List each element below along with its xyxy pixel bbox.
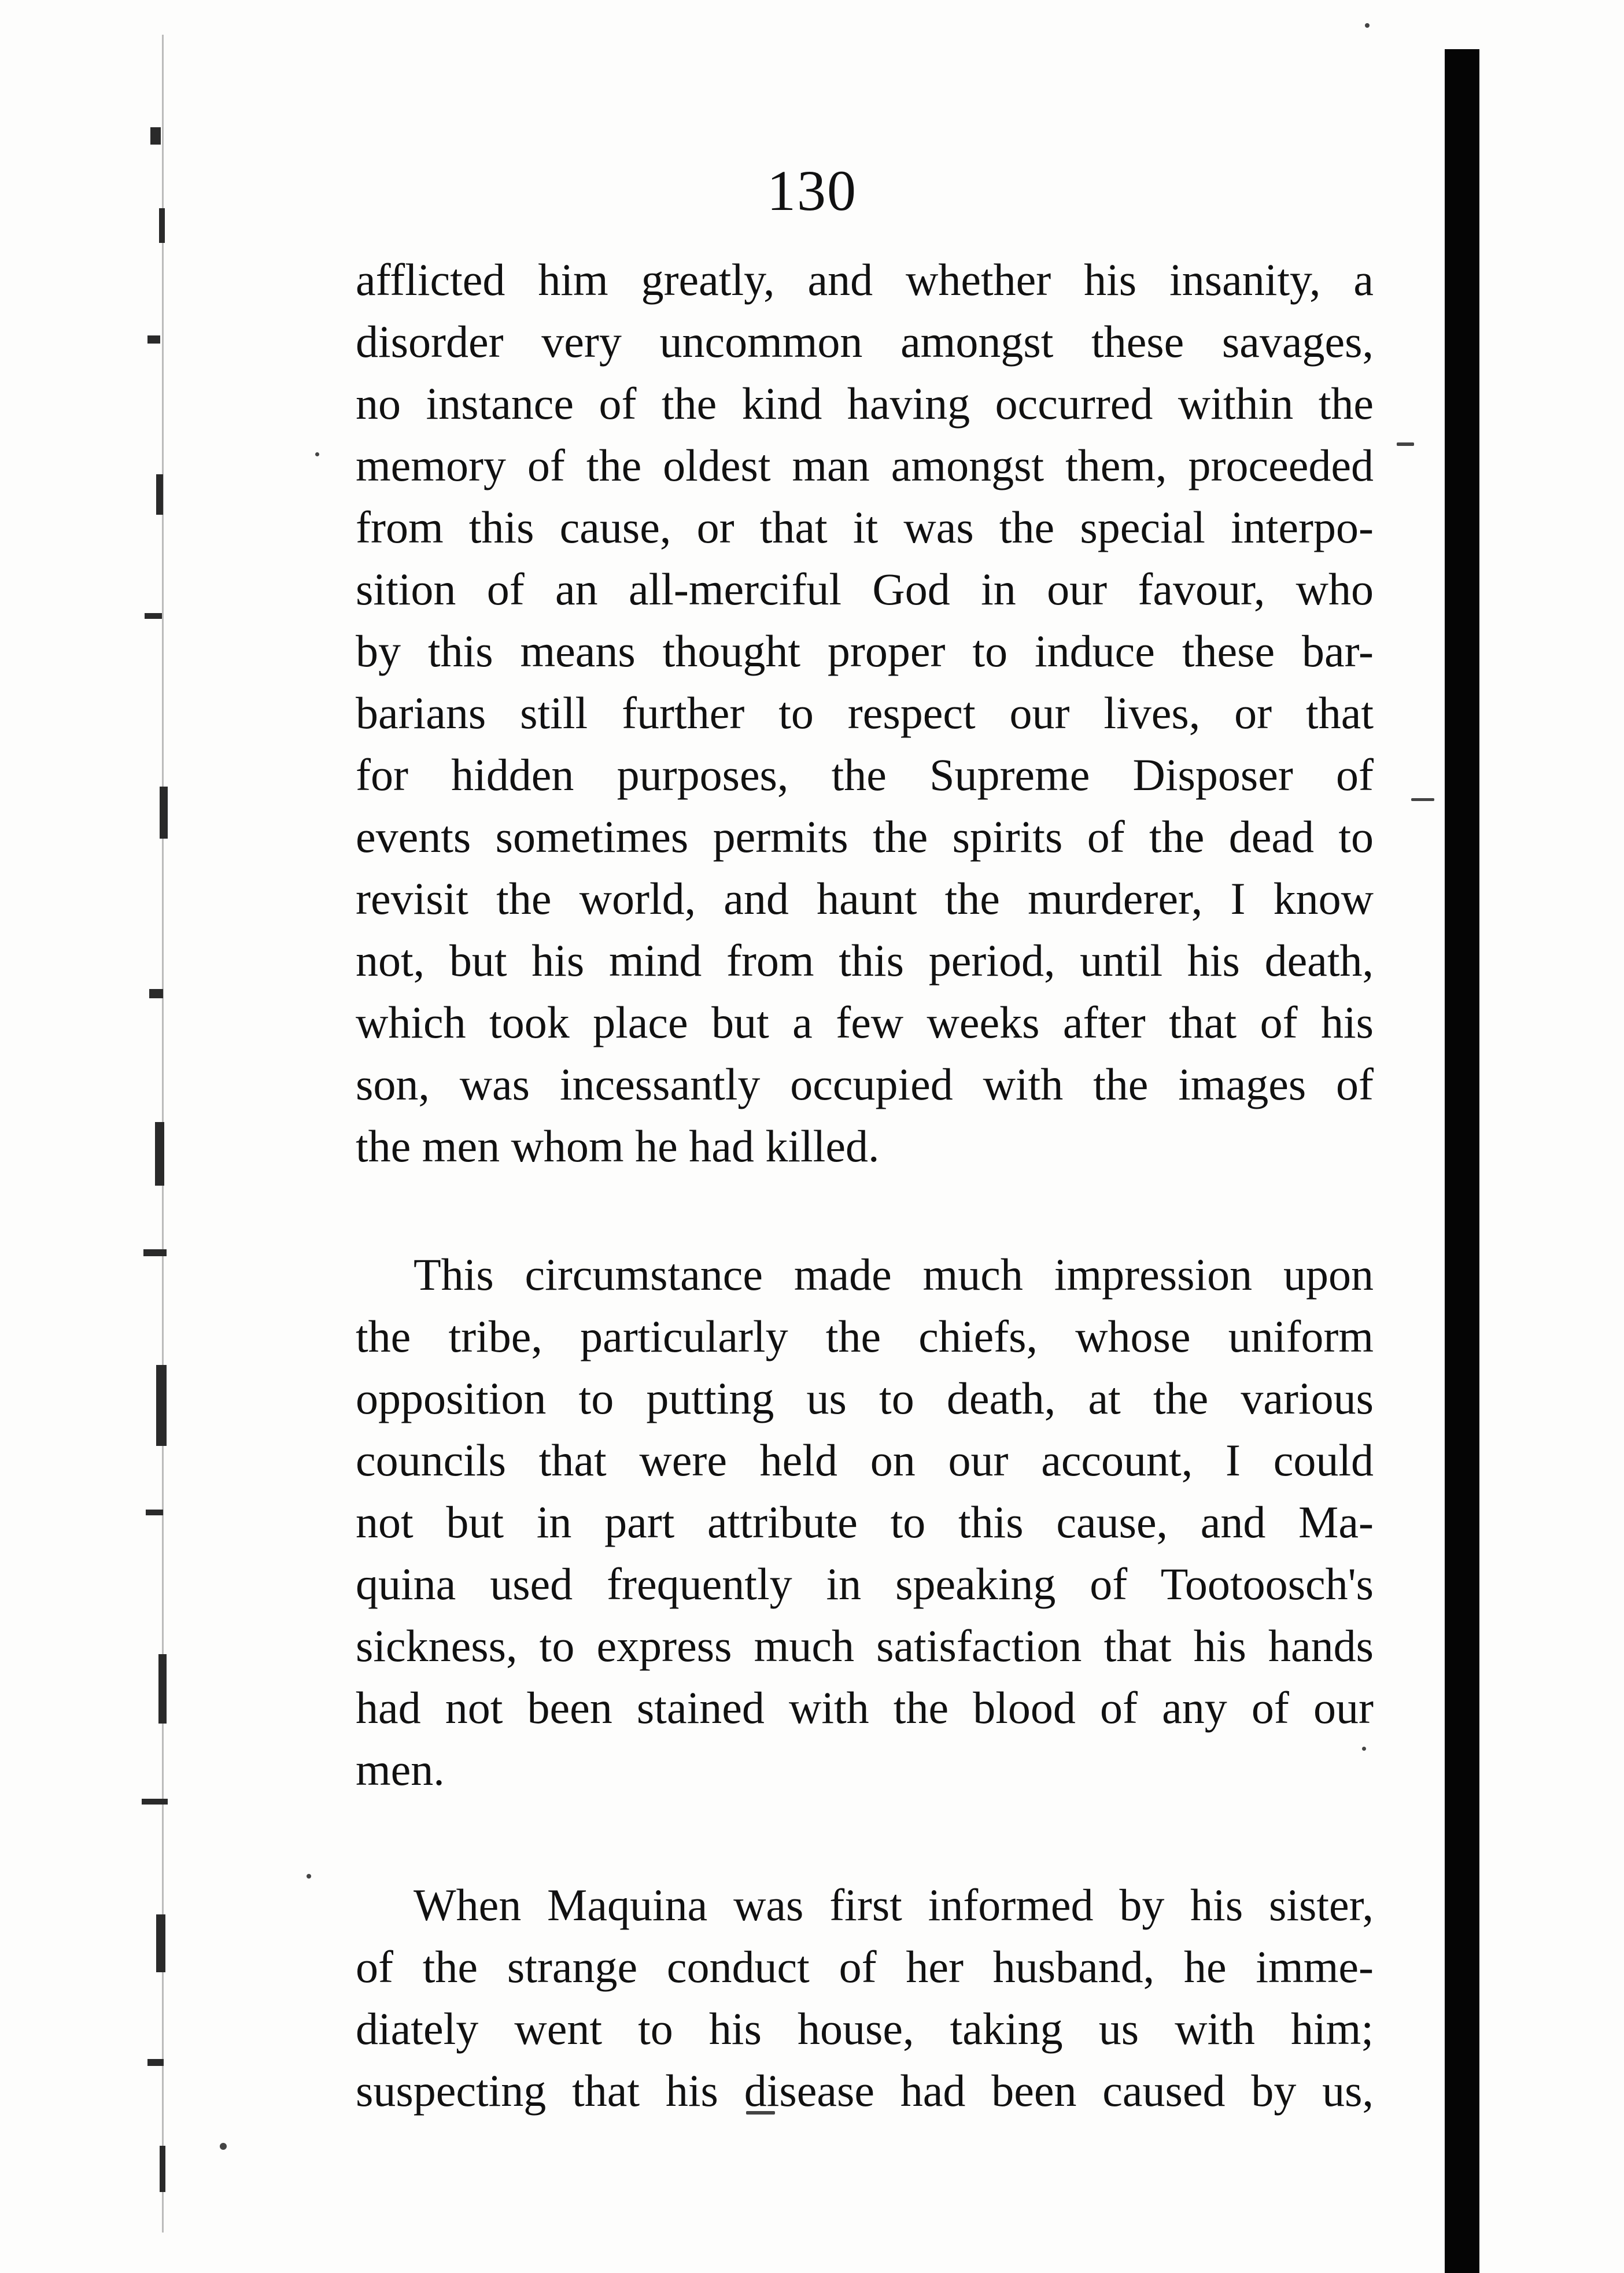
ink-speck (1397, 442, 1414, 446)
text-line: afflicted him greatly, and whether his insanity, a (356, 254, 1374, 305)
page-number: 130 (767, 158, 857, 223)
ink-speck (307, 1874, 311, 1879)
binding-gutter-noise (139, 35, 191, 2233)
text-line: This circumstance made much impression upon (414, 1249, 1374, 1300)
paragraph-3 (356, 1874, 1374, 2121)
ink-speck (1365, 23, 1370, 28)
text-line: which took place but a few weeks after that of his (356, 997, 1374, 1047)
text-line: no instance of the kind having occurred within the (356, 378, 1374, 429)
text-line: not but in part attribute to this cause, and Ma- (356, 1497, 1374, 1547)
text-line: diately went to his house, taking us with him; (356, 2003, 1374, 2054)
text-line: revisit the world, and haunt the murderer, I know (356, 873, 1374, 924)
text-line: not, but his mind from this period, until his death, (356, 935, 1374, 986)
ink-speck (1411, 798, 1434, 801)
text-line: by this means thought proper to induce these bar- (356, 626, 1374, 676)
text-line: events sometimes permits the spirits of the dead to (356, 811, 1374, 862)
text-line: from this cause, or that it was the special interpo- (356, 502, 1374, 552)
text-line: had not been stained with the blood of any of our (356, 1682, 1374, 1733)
paragraph-2 (356, 1243, 1374, 1800)
text-line: the tribe, particularly the chiefs, whose uniform (356, 1311, 1374, 1361)
text-line: councils that were held on our account, I could (356, 1435, 1374, 1485)
text-line: memory of the oldest man amongst them, proceeded (356, 440, 1374, 490)
text-line: When Maquina was first informed by his sister, (414, 1880, 1374, 1930)
text-line: quina used frequently in speaking of Tootoosch's (356, 1559, 1374, 1609)
text-line: disorder very uncommon amongst these savages, (356, 316, 1374, 367)
text-line: suspecting that his disease had been caused by us, (356, 2065, 1374, 2116)
text-line: men. (356, 1744, 445, 1795)
text-line: the men whom he had killed. (356, 1121, 880, 1171)
text-line: opposition to putting us to death, at the various (356, 1373, 1374, 1423)
text-line: son, was incessantly occupied with the images of (356, 1059, 1374, 1109)
scan-edge-bar (1445, 49, 1479, 2273)
text-line: barians still further to respect our lives, or that (356, 688, 1374, 738)
text-line: for hidden purposes, the Supreme Disposer of (356, 750, 1374, 800)
text-line: of the strange conduct of her husband, he imme- (356, 1942, 1374, 1992)
ink-speck (315, 452, 319, 456)
ink-speck (220, 2143, 227, 2150)
text-line: sickness, to express much satisfaction that his hands (356, 1621, 1374, 1671)
paragraph-1 (356, 249, 1374, 1177)
text-line: sition of an all-merciful God in our favour, who (356, 564, 1374, 614)
